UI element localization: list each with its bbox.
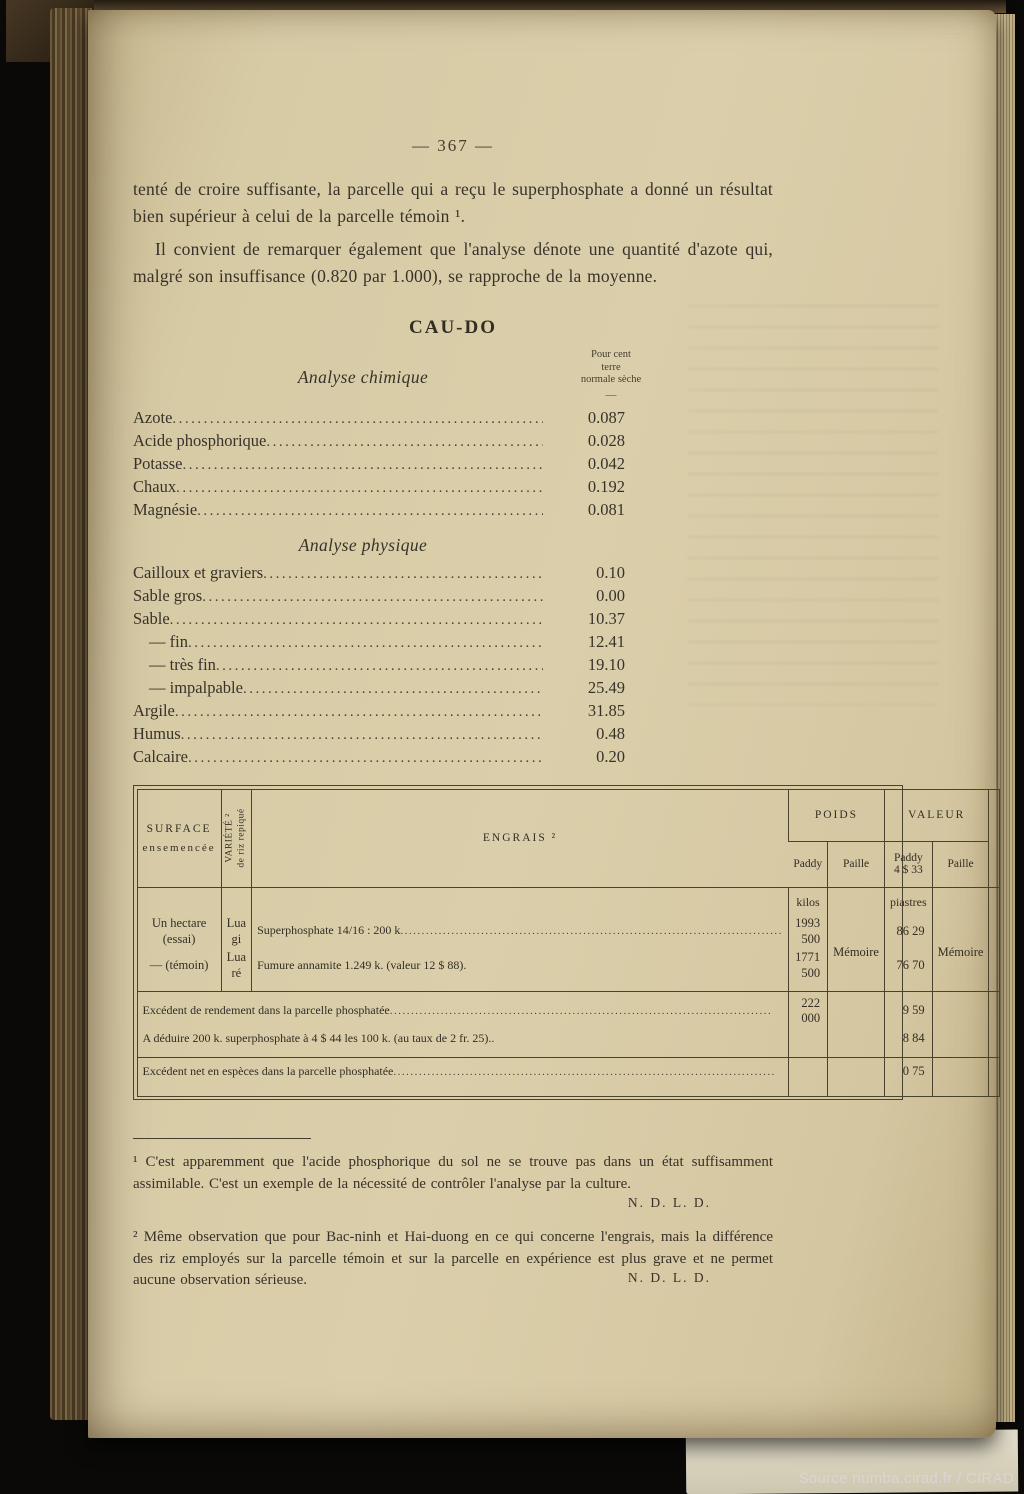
cell-engrais: Superphosphate 14/16 : 200 k ..... <box>252 914 789 948</box>
analysis-row <box>133 499 633 522</box>
cell-poids-paddy: 222 000 <box>788 991 827 1027</box>
footnote-1-signature: N. D. L. D. <box>627 1195 711 1210</box>
analysis-label: Cailloux et graviers <box>133 563 264 582</box>
analysis-row <box>133 562 633 585</box>
dot-leader <box>175 700 543 723</box>
table-row <box>137 914 1000 948</box>
subcol-valeur-paddy: Paddy 4 $ 33 <box>884 841 932 887</box>
cell-valeur-paddy: 86 29 <box>884 914 932 948</box>
dot-leader <box>176 476 543 499</box>
summary-row <box>137 1057 1000 1096</box>
analysis-label: — impalpable <box>149 678 243 697</box>
cell-surface: Un hectare (essai) <box>151 915 207 946</box>
analysis-label: Azote <box>133 408 173 427</box>
cell-valeur-paddy: 76 70 <box>884 948 932 992</box>
analysis-value: 0.192 <box>587 477 625 496</box>
col-header-blank <box>989 789 1000 887</box>
col-header-poids: POIDS <box>788 789 884 841</box>
analysis-row <box>133 677 633 700</box>
analysis-row <box>133 631 633 654</box>
unit-dash: — <box>605 388 617 401</box>
col-header-variete: VARIÉTÉ ² de riz repiqué <box>221 789 251 887</box>
subcol-valeur-paille: Paille <box>932 841 989 887</box>
footnote-rule <box>133 1138 311 1139</box>
analysis-row <box>133 453 633 476</box>
results-table <box>137 789 1001 1097</box>
dot-leader <box>202 585 543 608</box>
cell-variete: Lua ré <box>221 948 251 992</box>
unit-piastres: piastres <box>884 887 932 914</box>
analysis-row <box>133 430 633 453</box>
analysis-row <box>133 654 633 677</box>
units-row <box>137 887 1000 914</box>
dot-leader <box>183 453 544 476</box>
analysis-value: 0.087 <box>587 408 625 427</box>
analysis-value: 0.081 <box>587 500 625 519</box>
cell-poids-paille: Mémoire <box>828 914 885 992</box>
physical-analysis-list <box>133 562 633 769</box>
summary-label: Excédent net en espèces dans la parcelle phosphatée ..... <box>137 1057 788 1096</box>
page-content <box>133 10 984 1288</box>
analysis-label: Argile <box>133 701 175 720</box>
analysis-value: 31.85 <box>587 701 625 720</box>
summary-label: Excédent de rendement dans la parcelle phosphatée ..... <box>137 991 788 1027</box>
paragraph-2: Il convient de remarquer également que l'analyse dénote une quantité d'azote qui, malgré son insuffisance (0.820 par 1.000), se rapproche de la moyenne. <box>133 239 773 286</box>
unit-line: terre <box>601 361 621 373</box>
analysis-row <box>133 585 633 608</box>
analysis-value: 19.10 <box>587 655 625 674</box>
cell-valeur-paille: Mémoire <box>932 914 989 992</box>
unit-column-header <box>551 349 671 401</box>
section-heading: CAU-DO <box>409 317 497 338</box>
analysis-label: Acide phosphorique <box>133 431 267 450</box>
analysis-value: 0.042 <box>587 454 625 473</box>
dot-leader <box>216 654 543 677</box>
analysis-value: 0.48 <box>596 724 625 743</box>
cell-poids-paddy <box>788 1027 827 1058</box>
dot-leader <box>197 499 543 522</box>
cell-poids-paddy: 1771 500 <box>788 948 827 992</box>
col-header-surface: SURFACE ensemencée <box>137 789 221 887</box>
cell-engrais: Fumure annamite 1.249 k. (valeur 12 $ 88). <box>252 948 789 992</box>
dot-leader <box>170 608 543 631</box>
analysis-value: 0.028 <box>587 431 625 450</box>
analysis-label: Sable gros <box>133 586 203 605</box>
analysis-row <box>133 476 633 499</box>
dot-leader <box>188 746 543 769</box>
book-binding <box>50 8 92 1420</box>
dot-leader <box>266 430 543 453</box>
analysis-label: Magnésie <box>133 500 198 519</box>
analysis-label: Humus <box>133 724 181 743</box>
analysis-label: — fin <box>149 632 188 651</box>
dot-leader <box>263 562 543 585</box>
physical-analysis-title: Analyse physique <box>298 535 428 555</box>
results-table-frame <box>133 785 984 1100</box>
summary-row <box>137 991 1000 1027</box>
source-credit: Source numba.cirad.fr / CIRAD <box>798 1470 1014 1487</box>
analysis-row <box>133 723 633 746</box>
chemical-analysis-list <box>133 407 633 522</box>
summary-row <box>137 1027 1000 1058</box>
chemical-analysis-header <box>133 349 905 401</box>
analysis-label: Chaux <box>133 477 177 496</box>
cell-valeur-paddy: 9 59 <box>884 991 932 1027</box>
analysis-value: 12.41 <box>587 632 625 651</box>
unit-kilos: kilos <box>788 887 827 914</box>
page-stack-edge <box>995 14 1015 1422</box>
unit-line: Pour cent <box>591 349 631 360</box>
dot-leader <box>181 723 543 746</box>
cell-surface: — (témoin) <box>149 957 209 972</box>
analysis-row <box>133 700 633 723</box>
col-header-engrais: ENGRAIS ² <box>252 789 789 887</box>
analysis-value: 25.49 <box>587 678 625 697</box>
analysis-label: — très fin <box>149 655 216 674</box>
unit-line: normale sèche <box>580 374 642 385</box>
chemical-analysis-title: Analyse chimique <box>297 367 429 387</box>
analysis-value: 0.10 <box>596 563 625 582</box>
summary-label: A déduire 200 k. superphosphate à 4 $ 44 les 100 k. (au taux de 2 fr. 25).. <box>142 1030 495 1045</box>
cell-variete: Lua gi <box>221 914 251 948</box>
book-page <box>88 10 996 1438</box>
footnote-2-signature: N. D. L. D. <box>627 1270 711 1285</box>
subcol-poids-paille: Paille <box>828 841 885 887</box>
analysis-label: Calcaire <box>133 747 188 766</box>
cell-valeur-paddy: 0 75 <box>884 1057 932 1096</box>
cell-poids-paddy: 1993 500 <box>788 914 827 948</box>
analysis-label: Potasse <box>133 454 183 473</box>
dot-leader <box>172 407 543 430</box>
analysis-value: 0.20 <box>596 747 625 766</box>
cell-poids-paddy <box>788 1057 827 1096</box>
subcol-poids-paddy: Paddy <box>788 841 827 887</box>
footnote-1: ¹ C'est apparemment que l'acide phosphorique du sol ne se trouve pas dans un état suffisamment assimilable. C'est un exemple de la nécessité de contrôler l'analyse par la culture. <box>133 1154 773 1192</box>
analysis-row <box>133 407 633 430</box>
analysis-row <box>133 608 633 631</box>
col-header-valeur: VALEUR <box>884 789 988 841</box>
analysis-row <box>133 746 633 769</box>
analysis-value: 10.37 <box>587 609 625 628</box>
cell-valeur-paddy: 8 84 <box>884 1027 932 1058</box>
paragraph-1: tenté de croire suffisante, la parcelle qui a reçu le superphosphate a donné un résultat bien supérieur à celui de la parcelle témoin ¹. <box>133 179 773 226</box>
dot-leader <box>243 677 543 700</box>
analysis-label: Sable <box>133 609 170 628</box>
dot-leader <box>188 631 543 654</box>
footnote-2: ² Même observation que pour Bac-ninh et Hai-duong en ce qui concerne l'engrais, mais la différence des riz employés sur la parcelle témoin et sur la parcelle en expérience est plus grave et ne permet aucune observation sérieuse. <box>133 1229 773 1288</box>
analysis-value: 0.00 <box>596 586 625 605</box>
page-number: — 367 — <box>412 136 494 155</box>
